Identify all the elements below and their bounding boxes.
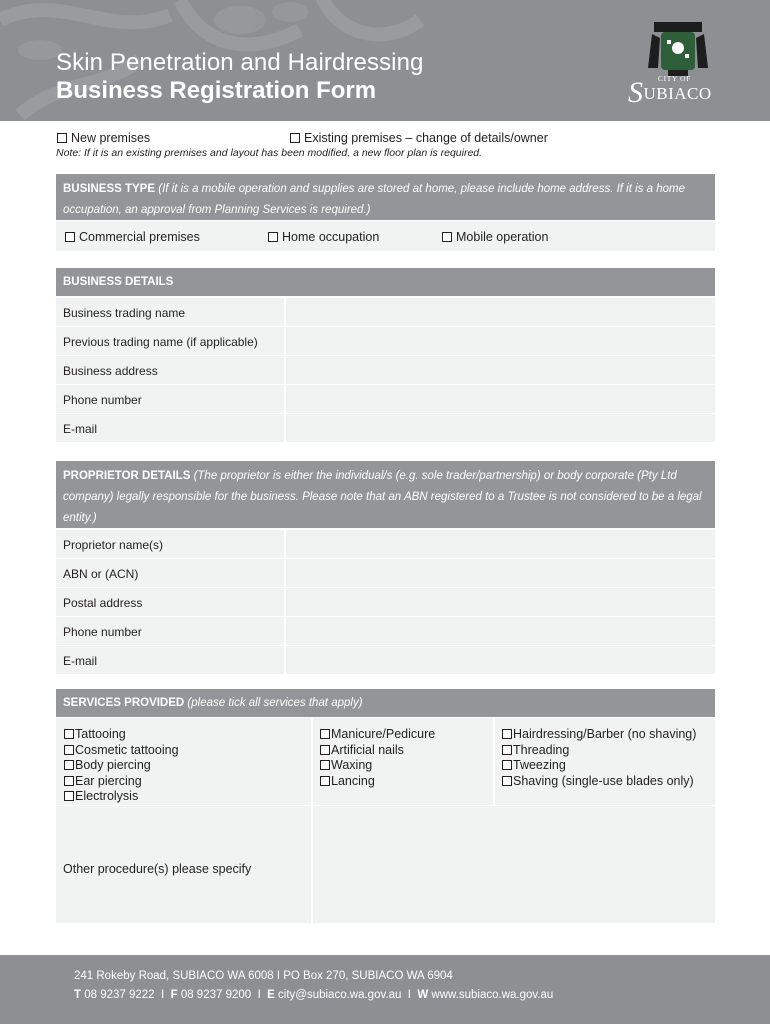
option-label: Mobile operation xyxy=(456,230,549,244)
checkbox-icon[interactable] xyxy=(320,760,330,770)
field-label: Phone number xyxy=(63,625,142,639)
field-label: E-mail xyxy=(63,422,98,436)
business-details-title: BUSINESS DETAILS xyxy=(63,276,174,288)
service-label: Body piercing xyxy=(75,758,151,773)
separator: I xyxy=(257,989,261,1001)
checkbox-icon[interactable] xyxy=(65,232,75,242)
field-proprietor-phone xyxy=(56,617,715,645)
separator: I xyxy=(160,989,165,1001)
email-link[interactable]: city@subiaco.wa.gov.au xyxy=(278,989,402,1001)
column-divider xyxy=(493,718,495,805)
option-home-occupation[interactable] xyxy=(268,230,379,244)
field-proprietor-names xyxy=(56,530,715,558)
existing-premises-checkbox[interactable] xyxy=(290,133,300,143)
email-key: E xyxy=(267,989,275,1001)
service-label: Waxing xyxy=(331,758,373,773)
services-column-2 xyxy=(320,727,435,789)
field-input[interactable] xyxy=(284,646,715,674)
field-label: E-mail xyxy=(63,654,98,668)
checkbox-icon[interactable] xyxy=(502,729,512,739)
page-footer xyxy=(0,955,770,1024)
checkbox-icon[interactable] xyxy=(320,745,330,755)
other-procedures-input[interactable] xyxy=(313,806,715,923)
field-input[interactable] xyxy=(284,298,715,326)
business-type-description: (If it is a mobile operation and supplies are stored at home, please include home address. If it is a home occupation, an approval from Planning Services is required.) xyxy=(63,183,685,216)
service-waxing[interactable] xyxy=(320,758,435,774)
logo-initial: S xyxy=(628,76,644,109)
checkbox-icon[interactable] xyxy=(502,760,512,770)
field-input[interactable] xyxy=(284,327,715,355)
other-procedures-row xyxy=(56,806,715,923)
field-label: Proprietor name(s) xyxy=(63,538,164,552)
service-cosmetic-tattooing[interactable] xyxy=(64,743,179,759)
service-tattooing[interactable] xyxy=(64,727,179,743)
services-header xyxy=(56,689,715,717)
checkbox-icon[interactable] xyxy=(320,776,330,786)
field-business-address xyxy=(56,356,715,384)
service-manicure-pedicure[interactable] xyxy=(320,727,435,743)
floor-plan-note: Note: If it is an existing premises and layout has been modified, a new floor plan is required. xyxy=(56,147,483,159)
business-type-header xyxy=(56,174,715,220)
phone-key: T xyxy=(74,989,82,1001)
footer-contacts xyxy=(74,989,553,1001)
field-label: Business trading name xyxy=(63,306,186,320)
service-artificial-nails[interactable] xyxy=(320,743,435,759)
checkbox-icon[interactable] xyxy=(502,776,512,786)
services-column-3 xyxy=(502,727,696,789)
service-label: Electrolysis xyxy=(75,789,139,804)
field-postal-address xyxy=(56,588,715,616)
web-key: W xyxy=(417,989,429,1001)
service-electrolysis[interactable] xyxy=(64,789,179,805)
field-input[interactable] xyxy=(284,588,715,616)
column-divider xyxy=(311,718,313,805)
new-premises-label: New premises xyxy=(71,131,151,145)
service-tweezing[interactable] xyxy=(502,758,696,774)
services-title: SERVICES PROVIDED xyxy=(63,697,185,709)
form-title-line1: Skin Penetration and Hairdressing xyxy=(56,49,424,76)
service-label: Shaving (single-use blades only) xyxy=(513,773,694,788)
field-input[interactable] xyxy=(284,530,715,558)
service-shaving[interactable] xyxy=(502,774,696,790)
field-business-trading-name xyxy=(56,298,715,326)
field-previous-trading-name xyxy=(56,327,715,355)
page-header xyxy=(0,0,770,121)
field-label: Phone number xyxy=(63,393,142,407)
checkbox-icon[interactable] xyxy=(64,729,74,739)
field-label: ABN or (ACN) xyxy=(63,567,139,581)
existing-premises-option[interactable] xyxy=(290,131,548,145)
service-hairdressing-barber[interactable] xyxy=(502,727,696,743)
services-description: (please tick all services that apply) xyxy=(187,697,363,709)
service-label: Hairdressing/Barber (no shaving) xyxy=(513,727,697,741)
service-label: Ear piercing xyxy=(75,773,142,788)
fax-value: 08 9237 9200 xyxy=(180,989,252,1001)
field-input[interactable] xyxy=(284,414,715,442)
service-label: Lancing xyxy=(331,773,375,788)
service-lancing[interactable] xyxy=(320,774,435,790)
services-list xyxy=(56,718,715,805)
field-input[interactable] xyxy=(284,559,715,587)
field-business-email xyxy=(56,414,715,442)
service-label: Artificial nails xyxy=(331,742,404,757)
checkbox-icon[interactable] xyxy=(64,791,74,801)
service-label: Tattooing xyxy=(75,727,126,741)
footer-address: 241 Rokeby Road, SUBIACO WA 6008 I PO Box 270, SUBIACO WA 6904 xyxy=(74,970,453,982)
services-column-1 xyxy=(64,727,179,805)
separator: I xyxy=(407,989,411,1001)
form-title-line2: Business Registration Form xyxy=(56,77,377,104)
service-label: Threading xyxy=(513,742,570,757)
fax-key: F xyxy=(170,989,178,1001)
field-abn-acn xyxy=(56,559,715,587)
other-procedures-label: Other procedure(s) please specify xyxy=(63,862,252,876)
new-premises-checkbox[interactable] xyxy=(57,133,67,143)
option-label: Commercial premises xyxy=(79,230,200,244)
field-label: Previous trading name (if applicable) xyxy=(63,335,258,349)
business-details-header xyxy=(56,268,715,296)
checkbox-icon[interactable] xyxy=(502,745,512,755)
option-mobile-operation[interactable] xyxy=(442,230,548,244)
option-commercial-premises[interactable] xyxy=(65,230,200,244)
website-link[interactable]: www.subiaco.wa.gov.au xyxy=(431,989,554,1001)
logo-subiaco-text xyxy=(628,76,712,110)
checkbox-icon[interactable] xyxy=(442,232,452,242)
logo-city-of-text: CITY OF xyxy=(658,74,691,83)
field-proprietor-email xyxy=(56,646,715,674)
proprietor-details-title: PROPRIETOR DETAILS xyxy=(63,470,191,482)
field-input[interactable] xyxy=(284,385,715,413)
proprietor-details-description: (The proprietor is either the individual/s (e.g. sole trader/partnership) or body corporate (Pty Ltd company) legally responsible for the business. Please note that an ABN registered to a Trustee is not considered to be a legal entity.) xyxy=(63,470,702,524)
field-input[interactable] xyxy=(284,356,715,384)
existing-premises-label: Existing premises – change of details/owner xyxy=(304,131,548,145)
checkbox-icon[interactable] xyxy=(64,776,74,786)
service-body-piercing[interactable] xyxy=(64,758,179,774)
service-label: Cosmetic tattooing xyxy=(75,742,179,757)
checkbox-icon[interactable] xyxy=(64,760,74,770)
field-business-phone xyxy=(56,385,715,413)
field-input[interactable] xyxy=(284,617,715,645)
field-label: Business address xyxy=(63,364,158,378)
service-label: Tweezing xyxy=(513,758,566,773)
logo-rest: UBIACO xyxy=(643,84,712,103)
checkbox-icon[interactable] xyxy=(64,745,74,755)
proprietor-details-header xyxy=(56,461,715,528)
service-ear-piercing[interactable] xyxy=(64,774,179,790)
phone-value: 08 9237 9222 xyxy=(84,989,155,1001)
checkbox-icon[interactable] xyxy=(268,232,278,242)
new-premises-option[interactable] xyxy=(57,131,150,145)
option-label: Home occupation xyxy=(282,230,380,244)
business-type-options xyxy=(56,221,715,251)
checkbox-icon[interactable] xyxy=(320,729,330,739)
field-label: Postal address xyxy=(63,596,143,610)
service-label: Manicure/Pedicure xyxy=(331,727,436,741)
service-threading[interactable] xyxy=(502,743,696,759)
business-type-title: BUSINESS TYPE xyxy=(63,183,156,195)
